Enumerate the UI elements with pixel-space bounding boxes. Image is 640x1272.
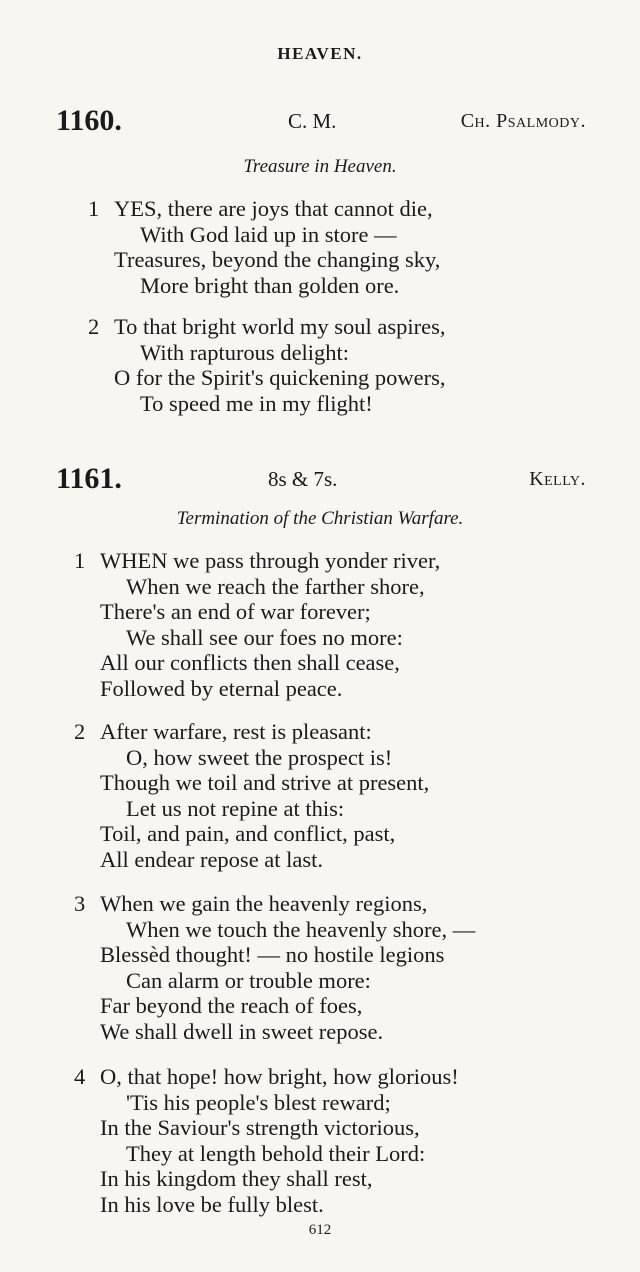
stanza-number: 4 [74,1064,86,1089]
stanza-number: 2 [88,314,100,339]
verse-line: In his love be fully blest. [100,1191,324,1217]
verse-line: We shall see our foes no more: [126,624,403,650]
hymn-header [56,462,586,496]
verse-line: To speed me in my flight! [140,390,373,416]
stanza-number: 1 [88,196,100,221]
verse-line: Toil, and pain, and conflict, past, [100,821,396,846]
verse-line: With rapturous delight: [140,339,350,365]
verse-line: After warfare, rest is pleasant: [100,719,372,744]
verse-line: Blessèd thought! — no hostile legions [100,942,445,967]
hymn-number: 1161. [56,462,122,495]
verse-line: In his kingdom they shall rest, [100,1166,373,1191]
verse-line: When we touch the heavenly shore, — [126,916,476,942]
stanza-number: 1 [74,548,86,573]
page-number: 612 [308,1222,332,1238]
stanza [0,891,640,1044]
stanza-number: 2 [74,719,86,744]
verse-line: They at length behold their Lord: [126,1140,426,1166]
stanza [0,314,640,416]
verse-line: Though we toil and strive at present, [100,770,430,795]
verse-line: In the Saviour's strength victorious, [100,1115,420,1140]
verse-line: More bright than golden ore. [140,272,400,298]
hymn-tune: Ch. Psalmody. [460,110,586,132]
verse-line: All our conflicts then shall cease, [100,650,400,675]
verse-line: Treasures, beyond the changing sky, [114,247,441,272]
verse-line: WHEN we pass through yonder river, [100,548,441,573]
stanza [0,1064,640,1217]
stanza [0,548,640,701]
verse-line: To that bright world my soul aspires, [114,314,446,339]
verse-line: Followed by eternal peace. [100,675,343,701]
verse-line: O, how sweet the prospect is! [126,744,393,770]
verse-line: All endear repose at last. [100,846,324,872]
verse-line: Far beyond the reach of foes, [100,993,363,1018]
hymn-title: Termination of the Christian Warfare. [176,508,464,529]
hymn-meter: C. M. [288,109,337,133]
verse-line: We shall dwell in sweet repose. [100,1018,384,1044]
verse-line: With God laid up in store — [140,221,397,247]
verse-line: When we gain the heavenly regions, [100,891,428,916]
hymn-meter: 8s & 7s. [268,467,338,491]
hymn-title: Treasure in Heaven. [243,156,397,177]
hymn-number: 1160. [56,104,122,137]
running-head: HEAVEN. [277,44,363,63]
stanza [0,196,640,298]
verse-line: O, that hope! how bright, how glorious! [100,1064,459,1089]
verse-line: YES, there are joys that cannot die, [114,196,433,221]
stanza-number: 3 [74,891,86,916]
hymn-header [56,104,586,138]
verse-line: Let us not repine at this: [126,795,345,821]
stanza [0,719,640,872]
verse-line: 'Tis his people's blest reward; [126,1089,391,1115]
verse-line: O for the Spirit's quickening powers, [114,365,446,390]
verse-line: Can alarm or trouble more: [126,967,371,993]
verse-line: When we reach the farther shore, [126,573,425,599]
verse-line: There's an end of war forever; [100,599,371,624]
hymn-tune: Kelly. [529,468,586,490]
